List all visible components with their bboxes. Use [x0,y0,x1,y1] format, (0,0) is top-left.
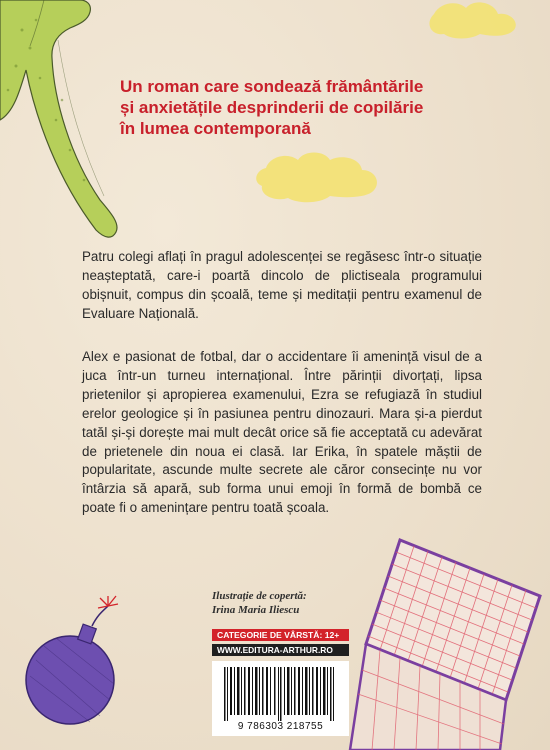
tagline-line: și anxietățile desprinderii de copilărie [120,98,424,117]
barcode-digits: 9 786303 218755 [237,721,324,732]
tagline-line: în lumea contemporană [120,119,311,138]
credits-label: Ilustrație de copertă: [212,590,307,602]
synopsis-paragraph-2: Alex e pasionat de fotbal, dar o accidentare îi amenință visul de a juca într-un turneu internațional. Între părinții divorțați, lipsa prietenilor și apropierea examenului, Ezra se refugiază în studiul erelor geologice și în pasiunea pentru dinozauri. Mara și-a pierdut tatăl și-și dorește mai mult decât orice să fie acceptată cu adevărat de prietenele din noua ei clasă. Iar Erika, în spatele măștii de popularitate, ascunde multe secrete ale căror consecințe nu vor întârzia să apară, sub forma unui emoji în formă de bombă ce poate fi o amenințare pentru toată școala. [82,349,482,516]
tagline [120,76,450,139]
credits-artist: Irina Maria Iliescu [212,604,300,616]
tagline-line: Un roman care sondează frământările [120,77,424,96]
bomb-illustration [26,596,118,724]
illustration-credits [212,589,352,617]
publisher-website: WWW.EDITURA-ARTHUR.RO [212,644,349,656]
dinosaur-illustration [0,0,117,237]
isbn-barcode [212,661,349,736]
soccer-goal-illustration [350,540,540,750]
synopsis-paragraph-1: Patru colegi aflați în pragul adolescenței se regăsesc într-o situație neașteptată, care-i poartă dincolo de plictiseala programului obișnuit, compus din școală, teme și meditații pentru examenul de Evaluare Națională. [82,249,482,321]
age-category-badge: CATEGORIE DE VÂRSTĂ: 12+ [212,629,349,641]
barcode-bars [212,661,349,721]
